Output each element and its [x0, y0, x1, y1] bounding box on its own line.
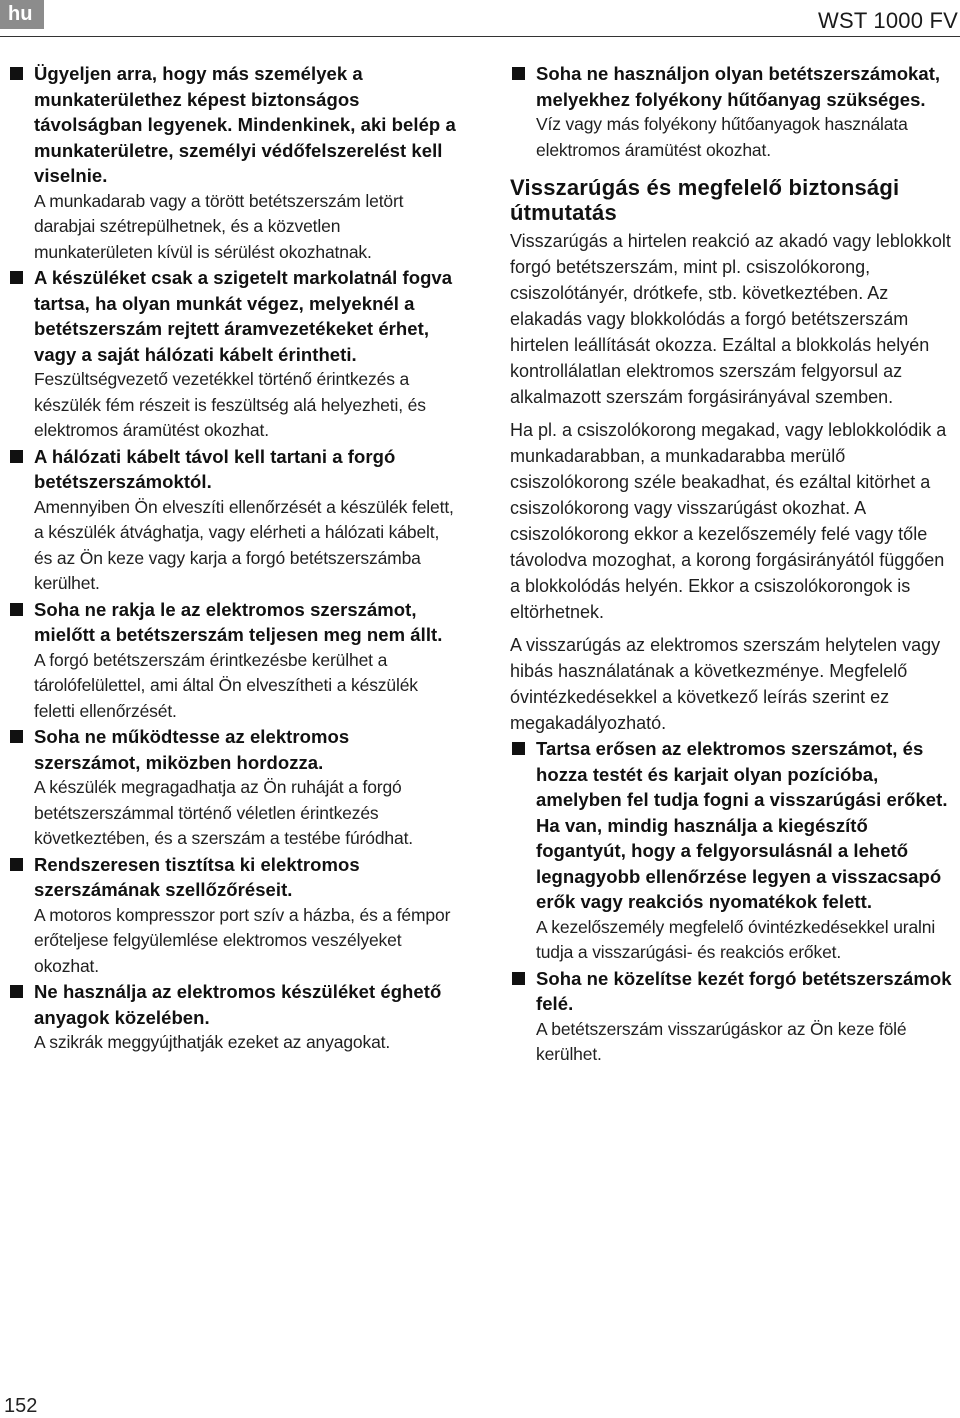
safety-item [510, 736, 955, 966]
language-tag: hu [0, 0, 44, 29]
safety-item-text: A motoros kompresszor port szív a házba, és a fémpor erőteljese felgyülemlése elektromos veszélyeket okozhat. [34, 904, 451, 976]
safety-item-heading: A készüléket csak a szigetelt markolatnál fogva tartsa, ha olyan munkát végez, melyeknél a betétszerszám rejtett áramvezetékeket érhet, vagy a saját hálózati kábelt érintheti. [34, 267, 453, 365]
section-paragraph: A visszarúgás az elektromos szerszám helytelen vagy hibás használatának a következménye. Megfelelő óvintézkedésekkel a következő leírás szerint ez megakadályozható. [510, 635, 941, 733]
safety-item-heading: Ne használja az elektromos készüléket éghető anyagok közelében. [34, 981, 442, 1028]
square-bullet-icon [512, 742, 525, 755]
safety-item-text: Víz vagy más folyékony hűtőanyagok használata elektromos áramütést okozhat. [536, 114, 908, 160]
square-bullet-icon [10, 985, 23, 998]
right-column [510, 61, 955, 1068]
safety-item [8, 444, 460, 597]
safety-item-text: Amennyiben Ön elveszíti ellenőrzését a készülék felett, a készülék átvághatja, vagy elérheti a hálózati kábelt, és az Ön keze vagy karja a forgó betétszerszámba kerülhet. [34, 496, 454, 593]
safety-item-heading: Soha ne működtesse az elektromos szerszámot, miközben hordozza. [34, 726, 350, 773]
safety-item-heading: Soha ne közelítse kezét forgó betétszerszámok felé. [536, 967, 952, 1014]
safety-item [8, 979, 460, 1056]
safety-item-text: A forgó betétszerszám érintkezésbe kerülhet a tárolófelülettel, ami által Ön elveszítheti a készülék feletti ellenőrzését. [34, 649, 418, 721]
square-bullet-icon [10, 858, 23, 871]
safety-item [8, 61, 460, 265]
left-column [8, 61, 460, 1056]
safety-item-text: A munkadarab vagy a törött betétszerszám letört darabjai szétrepülhetnek, és a közvetlen munkaterületen kívül is sérülést okozhatnak. [34, 190, 404, 262]
square-bullet-icon [512, 67, 525, 80]
safety-item [8, 265, 460, 444]
section-paragraph: Ha pl. a csiszolókorong megakad, vagy leblokkolódik a munkadarabban, a munkadarabba merülő csiszolókorong széle beakadhat, és ezáltal kitörhet a csiszolókorong vagy visszarúgást okozhat. A csiszolókorong ekkor a kezelőszemély felé vagy tőle távolodva mozoghat, a korong forgásirányától függően a blokkolódás helyén. Ekkor a csiszolókorongok is eltörhetnek. [510, 420, 947, 622]
square-bullet-icon [10, 603, 23, 616]
square-bullet-icon [512, 972, 525, 985]
safety-item [510, 61, 955, 163]
safety-item-text: Feszültségvezető vezetékkel történő érintkezés a készülék fém részeit is feszültség alá helyezheti, és elektromos áramütést okozhat. [34, 369, 426, 440]
safety-item [510, 966, 955, 1068]
safety-item-heading: A hálózati kábelt távol kell tartani a forgó betétszerszámoktól. [34, 445, 396, 492]
safety-item-heading: Ügyeljen arra, hogy más személyek a munkaterülethez képest biztonságos távolságban legyenek. Mindenkinek, aki belép a munkaterületre, személyi védőfelszerelést kell viselnie. [34, 63, 456, 186]
header-divider [0, 36, 960, 37]
safety-item-text: A szikrák meggyújthatják ezeket az anyagokat. [34, 1032, 391, 1052]
model-name: WST 1000 FV [818, 8, 958, 33]
square-bullet-icon [10, 730, 23, 743]
safety-item-heading: Soha ne használjon olyan betétszerszámokat, melyekhez folyékony hűtőanyag szükséges. [536, 63, 941, 110]
safety-item [8, 852, 460, 980]
section-paragraph: Visszarúgás a hirtelen reakció az akadó vagy leblokkolt forgó betétszerszám, mint pl. csiszolókorong, csiszolótányér, drótkefe, stb. következtében. Az elakadás vagy blokkolódás a forgó betétszerszám hirtelen leállítását okozza. Ezáltal a blokkolás helyén kontrollálatlan elektromos szerszám felgyorsul az alkalmazott szerszám forgásirányával szemben. [510, 231, 951, 407]
safety-item-heading: Soha ne rakja le az elektromos szerszámot, mielőtt a betétszerszám teljesen meg nem állt. [34, 598, 443, 645]
safety-item-text: A készülék megragadhatja az Ön ruháját a forgó betétszerszámmal történő véletlen érintkezés következtében, és a szerszám a testébe fúródhat. [34, 777, 413, 848]
square-bullet-icon [10, 450, 23, 463]
safety-item-heading: Tartsa erősen az elektromos szerszámot, és hozza testét és karjait olyan pozícióba, amelyben fel tudja fogni a visszarúgási erőket. Ha van, mindig használja a kiegészítő fogantyút, hogy a felgyorsulásnál a lehető legnagyobb ellenőrzése legyen a visszacsapó erők vagy reakciós nyomatékok felett. [536, 738, 948, 912]
safety-item [8, 597, 460, 725]
page-number: 152 [4, 1395, 38, 1417]
safety-item-heading: Rendszeresen tisztítsa ki elektromos szerszámának szellőzőréseit. [34, 853, 360, 900]
square-bullet-icon [10, 271, 23, 284]
section-title: Visszarúgás és megfelelő biztonsági útmutatás [510, 175, 900, 225]
safety-item-text: A betétszerszám visszarúgáskor az Ön keze fölé kerülhet. [536, 1018, 907, 1064]
safety-item [8, 724, 460, 852]
square-bullet-icon [10, 67, 23, 80]
safety-item-text: A kezelőszemély megfelelő óvintézkedésekkel uralni tudja a visszarúgási- és reakciós erőket. [536, 916, 936, 962]
